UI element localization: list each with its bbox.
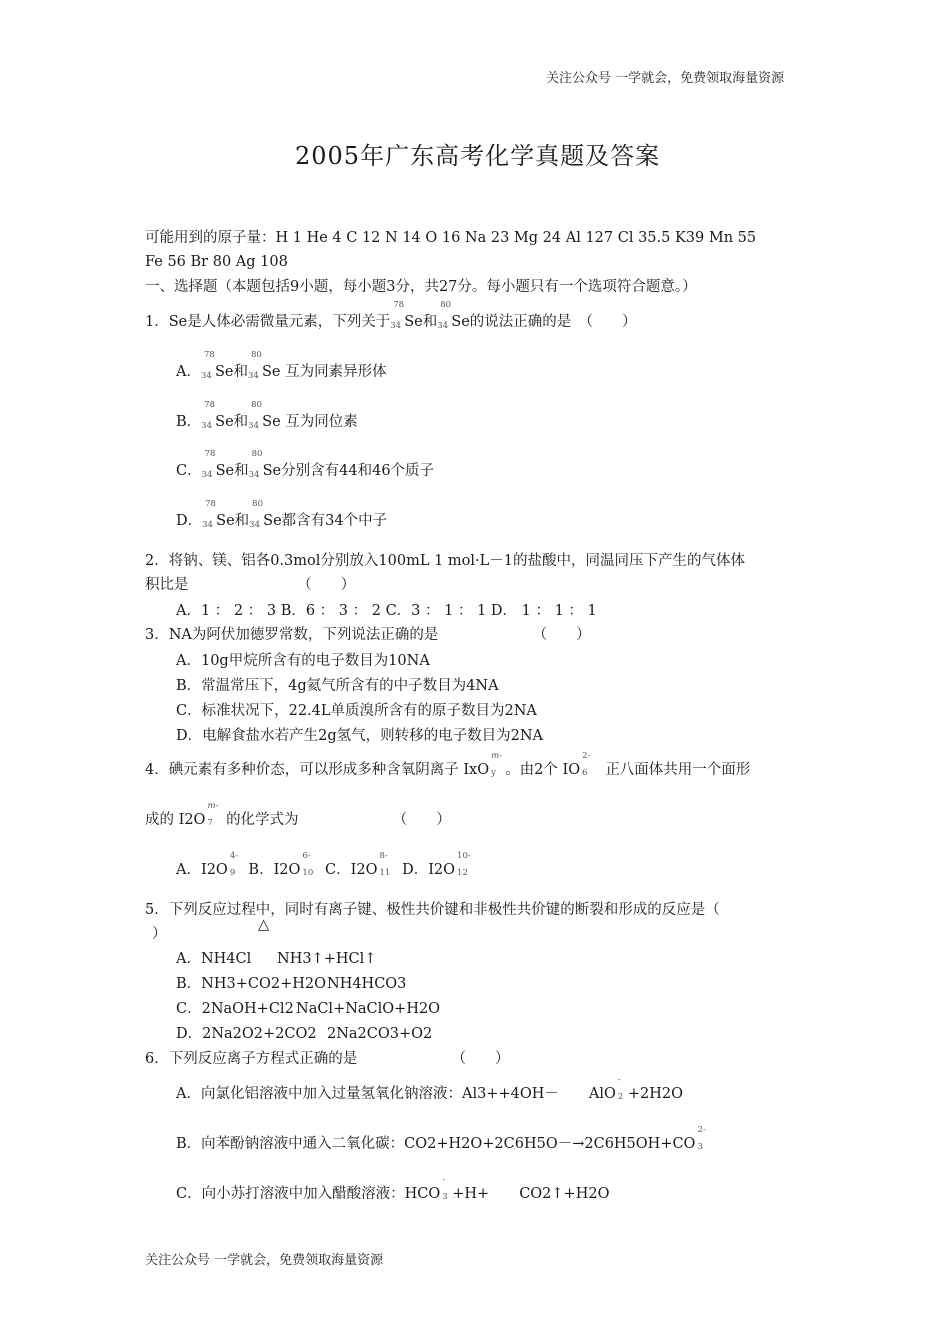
question-3-stem: 3．NA为阿伏加德罗常数，下列说法正确的是 （ ）: [145, 627, 591, 643]
i2o7-charge: m- 7: [207, 801, 219, 828]
q5-option-d-right: 2Na2CO3+O2: [327, 1026, 433, 1042]
q1-stem-a: 1．Se是人体必需微量元素，下列关于: [145, 314, 391, 330]
question-4-options: A．I2O 4- 9 B．I2O 6- 10 C．I2O 8- 11 D．I2O 10- 12: [176, 851, 471, 878]
atomic-masses-line2: Fe 56 Br 80 Ag 108: [145, 254, 288, 270]
atomic-masses-line1: 可能用到的原子量：H 1 He 4 C 12 N 14 O 16 Na 23 Mg 24 Al 127 Cl 35.5 K39 Mn 55: [145, 230, 757, 246]
se80-isotope: 80 34: [437, 300, 452, 331]
q1-stem-b: Se和: [404, 314, 438, 330]
q6-option-b: B．向苯酚钠溶液中通入二氧化碳：CO2+H2O+2C6H5O－→2C6H5OH+CO 2- 3: [176, 1125, 706, 1152]
question-2-line1: 2．将钠、镁、铝各0.3mol分别放入100mL 1 mol·L－1的盐酸中，同温同压下产生的气体体: [145, 553, 745, 569]
q1-option-c: C． 78 34 Se和 80 34 Se分别含有44和46个质子: [176, 449, 435, 480]
q5-option-b-right: NH4HCO3: [327, 976, 407, 992]
page-header: 关注公众号 一学就会，免费领取海量资源: [546, 71, 785, 86]
section-heading: 一、选择题（本题包括9小题，每小题3分，共27分。每小题只有一个选项符合题意。）: [145, 279, 697, 295]
q5-option-a-right: NH3↑+HCl↑: [277, 951, 377, 967]
q1-option-b: B． 78 34 Se和 80 34 Se 互为同位素: [176, 400, 358, 431]
question-2-options: A．1 ： 2 ： 3 B．6 ： 3 ： 2 C．3 ： 1 ： 1 D． 1 ： 1 ： 1: [176, 603, 597, 619]
question-6-stem: 6．下列反应离子方程式正确的是 （ ）: [145, 1051, 510, 1067]
q5-option-a-left: A．NH4Cl: [176, 951, 252, 967]
page-footer: 关注公众号 一学就会，免费领取海量资源: [145, 1253, 384, 1268]
io6-charge: 2- 6: [582, 751, 591, 778]
q3-option-c: C．标准状况下，22.4L单质溴所含有的原子数目为2NA: [176, 703, 537, 719]
q5-option-c-left: C．2NaOH+Cl2: [176, 1001, 294, 1017]
question-5-line2: ）: [152, 926, 167, 942]
q6-option-c: C．向小苏打溶液中加入醋酸溶液：HCO - 3 +H+ CO2↑+H2O: [176, 1175, 610, 1202]
question-1-stem: [145, 300, 637, 332]
delta-symbol: △: [258, 917, 270, 933]
se78-isotope: 78 34: [390, 300, 405, 331]
question-4-line1: 4．碘元素有多种价态，可以形成多种含氧阴离子 IxO m- y 。由2个 IO 2- 6 正八面体共用一个面形: [145, 751, 751, 778]
question-5-line1: 5．下列反应过程中，同时有离子键、极性共价键和非极性共价键的断裂和形成的反应是（: [145, 902, 720, 918]
q5-option-c-right: NaCl+NaClO+H2O: [296, 1001, 441, 1017]
q6-option-a: A．向氯化铝溶液中加入过量氢氧化钠溶液：Al3++4OH－ AlO - 2 +2H2O: [176, 1075, 684, 1102]
q1-stem-c: Se的说法正确的是 （ ）: [451, 314, 637, 330]
question-4-line2: 成的 I2O m- 7 的化学式为 （ ）: [145, 801, 451, 828]
q5-option-b-left: B．NH3+CO2+H2O: [176, 976, 326, 992]
q3-option-d: D．电解食盐水若产生2g氢气，则转移的电子数目为2NA: [176, 728, 544, 744]
q1-option-a: A． 78 34 Se和 80 34 Se 互为同素异形体: [176, 350, 387, 381]
q1-option-d: D． 78 34 Se和 80 34 Se都含有34个中子: [176, 499, 388, 530]
q3-option-a: A．10g甲烷所含有的电子数目为10NA: [176, 653, 430, 669]
ixoy-charge: m- y: [491, 751, 503, 778]
q3-option-b: B．常温常压下，4g氦气所含有的中子数目为4NA: [176, 678, 499, 694]
question-2-line2: 积比是 （ ）: [145, 577, 356, 593]
q5-option-d-left: D．2Na2O2+2CO2: [176, 1026, 317, 1042]
page-title: 2005年广东高考化学真题及答案: [295, 142, 661, 170]
